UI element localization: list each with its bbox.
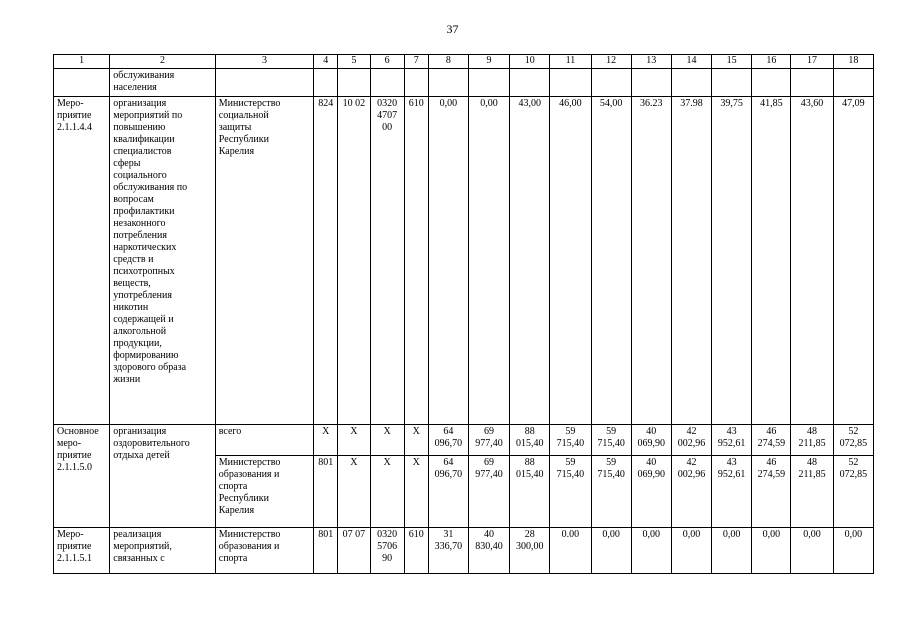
cell-executor: Министерство образования и спорта Республики Карелия [215, 456, 313, 528]
cell-value: 42 002,96 [671, 425, 711, 456]
column-header: 13 [631, 55, 671, 69]
cell-executor [215, 69, 313, 97]
cell-activity: реализация мероприятий, связанных с [110, 528, 216, 574]
cell-value: 46 274,59 [752, 425, 791, 456]
table-row [54, 69, 874, 97]
column-header: 3 [215, 55, 313, 69]
cell-value: 46 274,59 [752, 456, 791, 528]
cell-csr: X [370, 456, 404, 528]
cell-value: 69 977,40 [468, 425, 509, 456]
cell-vr [404, 69, 428, 97]
cell-value: 40 069,90 [631, 425, 671, 456]
cell-value [712, 69, 752, 97]
cell-value [510, 69, 550, 97]
cell-grbs: 801 [314, 528, 338, 574]
cell-value: 0,00 [752, 528, 791, 574]
column-header: 14 [671, 55, 711, 69]
cell-activity: организация мероприятий по повышению квалификации специалистов сферы социального обслуживания по вопросам профилактики незаконного потребления наркотических средств и психотропных веществ, употребления никотин содержащей и алкогольной продукции, формированию здорового образа жизни [110, 97, 216, 425]
cell-value [791, 69, 833, 97]
cell-value: 0,00 [631, 528, 671, 574]
cell-grbs: X [314, 425, 338, 456]
cell-status: Основное меро- приятие 2.1.1.5.0 [54, 425, 110, 528]
cell-value: 0,00 [712, 528, 752, 574]
cell-value: 37.98 [671, 97, 711, 425]
column-header: 5 [338, 55, 370, 69]
cell-rzpr: X [338, 425, 370, 456]
cell-vr: 610 [404, 97, 428, 425]
cell-value: 64 096,70 [428, 425, 468, 456]
cell-value: 0,00 [791, 528, 833, 574]
cell-csr: 0320 5706 90 [370, 528, 404, 574]
cell-value: 0,00 [591, 528, 631, 574]
table-row [54, 97, 874, 425]
cell-executor: всего [215, 425, 313, 456]
column-header: 15 [712, 55, 752, 69]
column-header: 10 [510, 55, 550, 69]
cell-value [752, 69, 791, 97]
cell-value [833, 69, 873, 97]
column-header: 1 [54, 55, 110, 69]
budget-table [53, 54, 874, 574]
table-row [54, 528, 874, 574]
cell-value: 28 300,00 [510, 528, 550, 574]
column-header: 18 [833, 55, 873, 69]
cell-value: 40 069,90 [631, 456, 671, 528]
column-header: 12 [591, 55, 631, 69]
cell-value: 88 015,40 [510, 456, 550, 528]
cell-value: 88 015,40 [510, 425, 550, 456]
cell-value: 0,00 [468, 97, 509, 425]
cell-value: 36.23 [631, 97, 671, 425]
column-header: 11 [550, 55, 591, 69]
cell-rzpr: 10 02 [338, 97, 370, 425]
cell-value: 0,00 [428, 97, 468, 425]
table-row [54, 425, 874, 456]
column-header: 2 [110, 55, 216, 69]
cell-value: 59 715,40 [591, 425, 631, 456]
cell-vr: 610 [404, 528, 428, 574]
cell-rzpr [338, 69, 370, 97]
cell-value: 31 336,70 [428, 528, 468, 574]
cell-activity: организация оздоровительного отдыха детей [110, 425, 216, 528]
cell-value: 52 072,85 [833, 456, 873, 528]
cell-value: 43 952,61 [712, 425, 752, 456]
cell-vr: X [404, 425, 428, 456]
cell-value: 43 952,61 [712, 456, 752, 528]
cell-grbs: 801 [314, 456, 338, 528]
cell-value: 69 977,40 [468, 456, 509, 528]
cell-value: 43,60 [791, 97, 833, 425]
cell-csr: 0320 4707 00 [370, 97, 404, 425]
cell-grbs: 824 [314, 97, 338, 425]
column-header: 9 [468, 55, 509, 69]
cell-value: 59 715,40 [550, 425, 591, 456]
cell-value [550, 69, 591, 97]
cell-rzpr: 07 07 [338, 528, 370, 574]
cell-executor: Министерство социальной защиты Республики Карелия [215, 97, 313, 425]
cell-value: 40 830,40 [468, 528, 509, 574]
cell-activity: обслуживания населения [110, 69, 216, 97]
cell-value [671, 69, 711, 97]
cell-value [428, 69, 468, 97]
cell-grbs [314, 69, 338, 97]
cell-value: 42 002,96 [671, 456, 711, 528]
cell-value: 52 072,85 [833, 425, 873, 456]
cell-value: 0,00 [833, 528, 873, 574]
cell-value: 0.00 [550, 528, 591, 574]
cell-executor: Министерство образования и спорта [215, 528, 313, 574]
cell-value: 48 211,85 [791, 425, 833, 456]
cell-value: 59 715,40 [591, 456, 631, 528]
cell-value [468, 69, 509, 97]
column-header: 6 [370, 55, 404, 69]
cell-status: Меро- приятие 2.1.1.4.4 [54, 97, 110, 425]
column-header: 7 [404, 55, 428, 69]
cell-csr [370, 69, 404, 97]
cell-vr: X [404, 456, 428, 528]
cell-value [631, 69, 671, 97]
cell-value: 59 715,40 [550, 456, 591, 528]
column-header: 16 [752, 55, 791, 69]
cell-csr: X [370, 425, 404, 456]
column-header: 8 [428, 55, 468, 69]
cell-status: Меро- приятие 2.1.1.5.1 [54, 528, 110, 574]
page-number: 37 [446, 22, 459, 36]
cell-value: 41,85 [752, 97, 791, 425]
cell-value: 48 211,85 [791, 456, 833, 528]
cell-value: 64 096,70 [428, 456, 468, 528]
column-header: 17 [791, 55, 833, 69]
cell-rzpr: X [338, 456, 370, 528]
cell-value: 39,75 [712, 97, 752, 425]
cell-value: 0,00 [671, 528, 711, 574]
column-header: 4 [314, 55, 338, 69]
cell-value [591, 69, 631, 97]
cell-value: 46,00 [550, 97, 591, 425]
cell-status [54, 69, 110, 97]
table-header-row [54, 55, 874, 69]
cell-value: 54,00 [591, 97, 631, 425]
cell-value: 47,09 [833, 97, 873, 425]
cell-value: 43,00 [510, 97, 550, 425]
